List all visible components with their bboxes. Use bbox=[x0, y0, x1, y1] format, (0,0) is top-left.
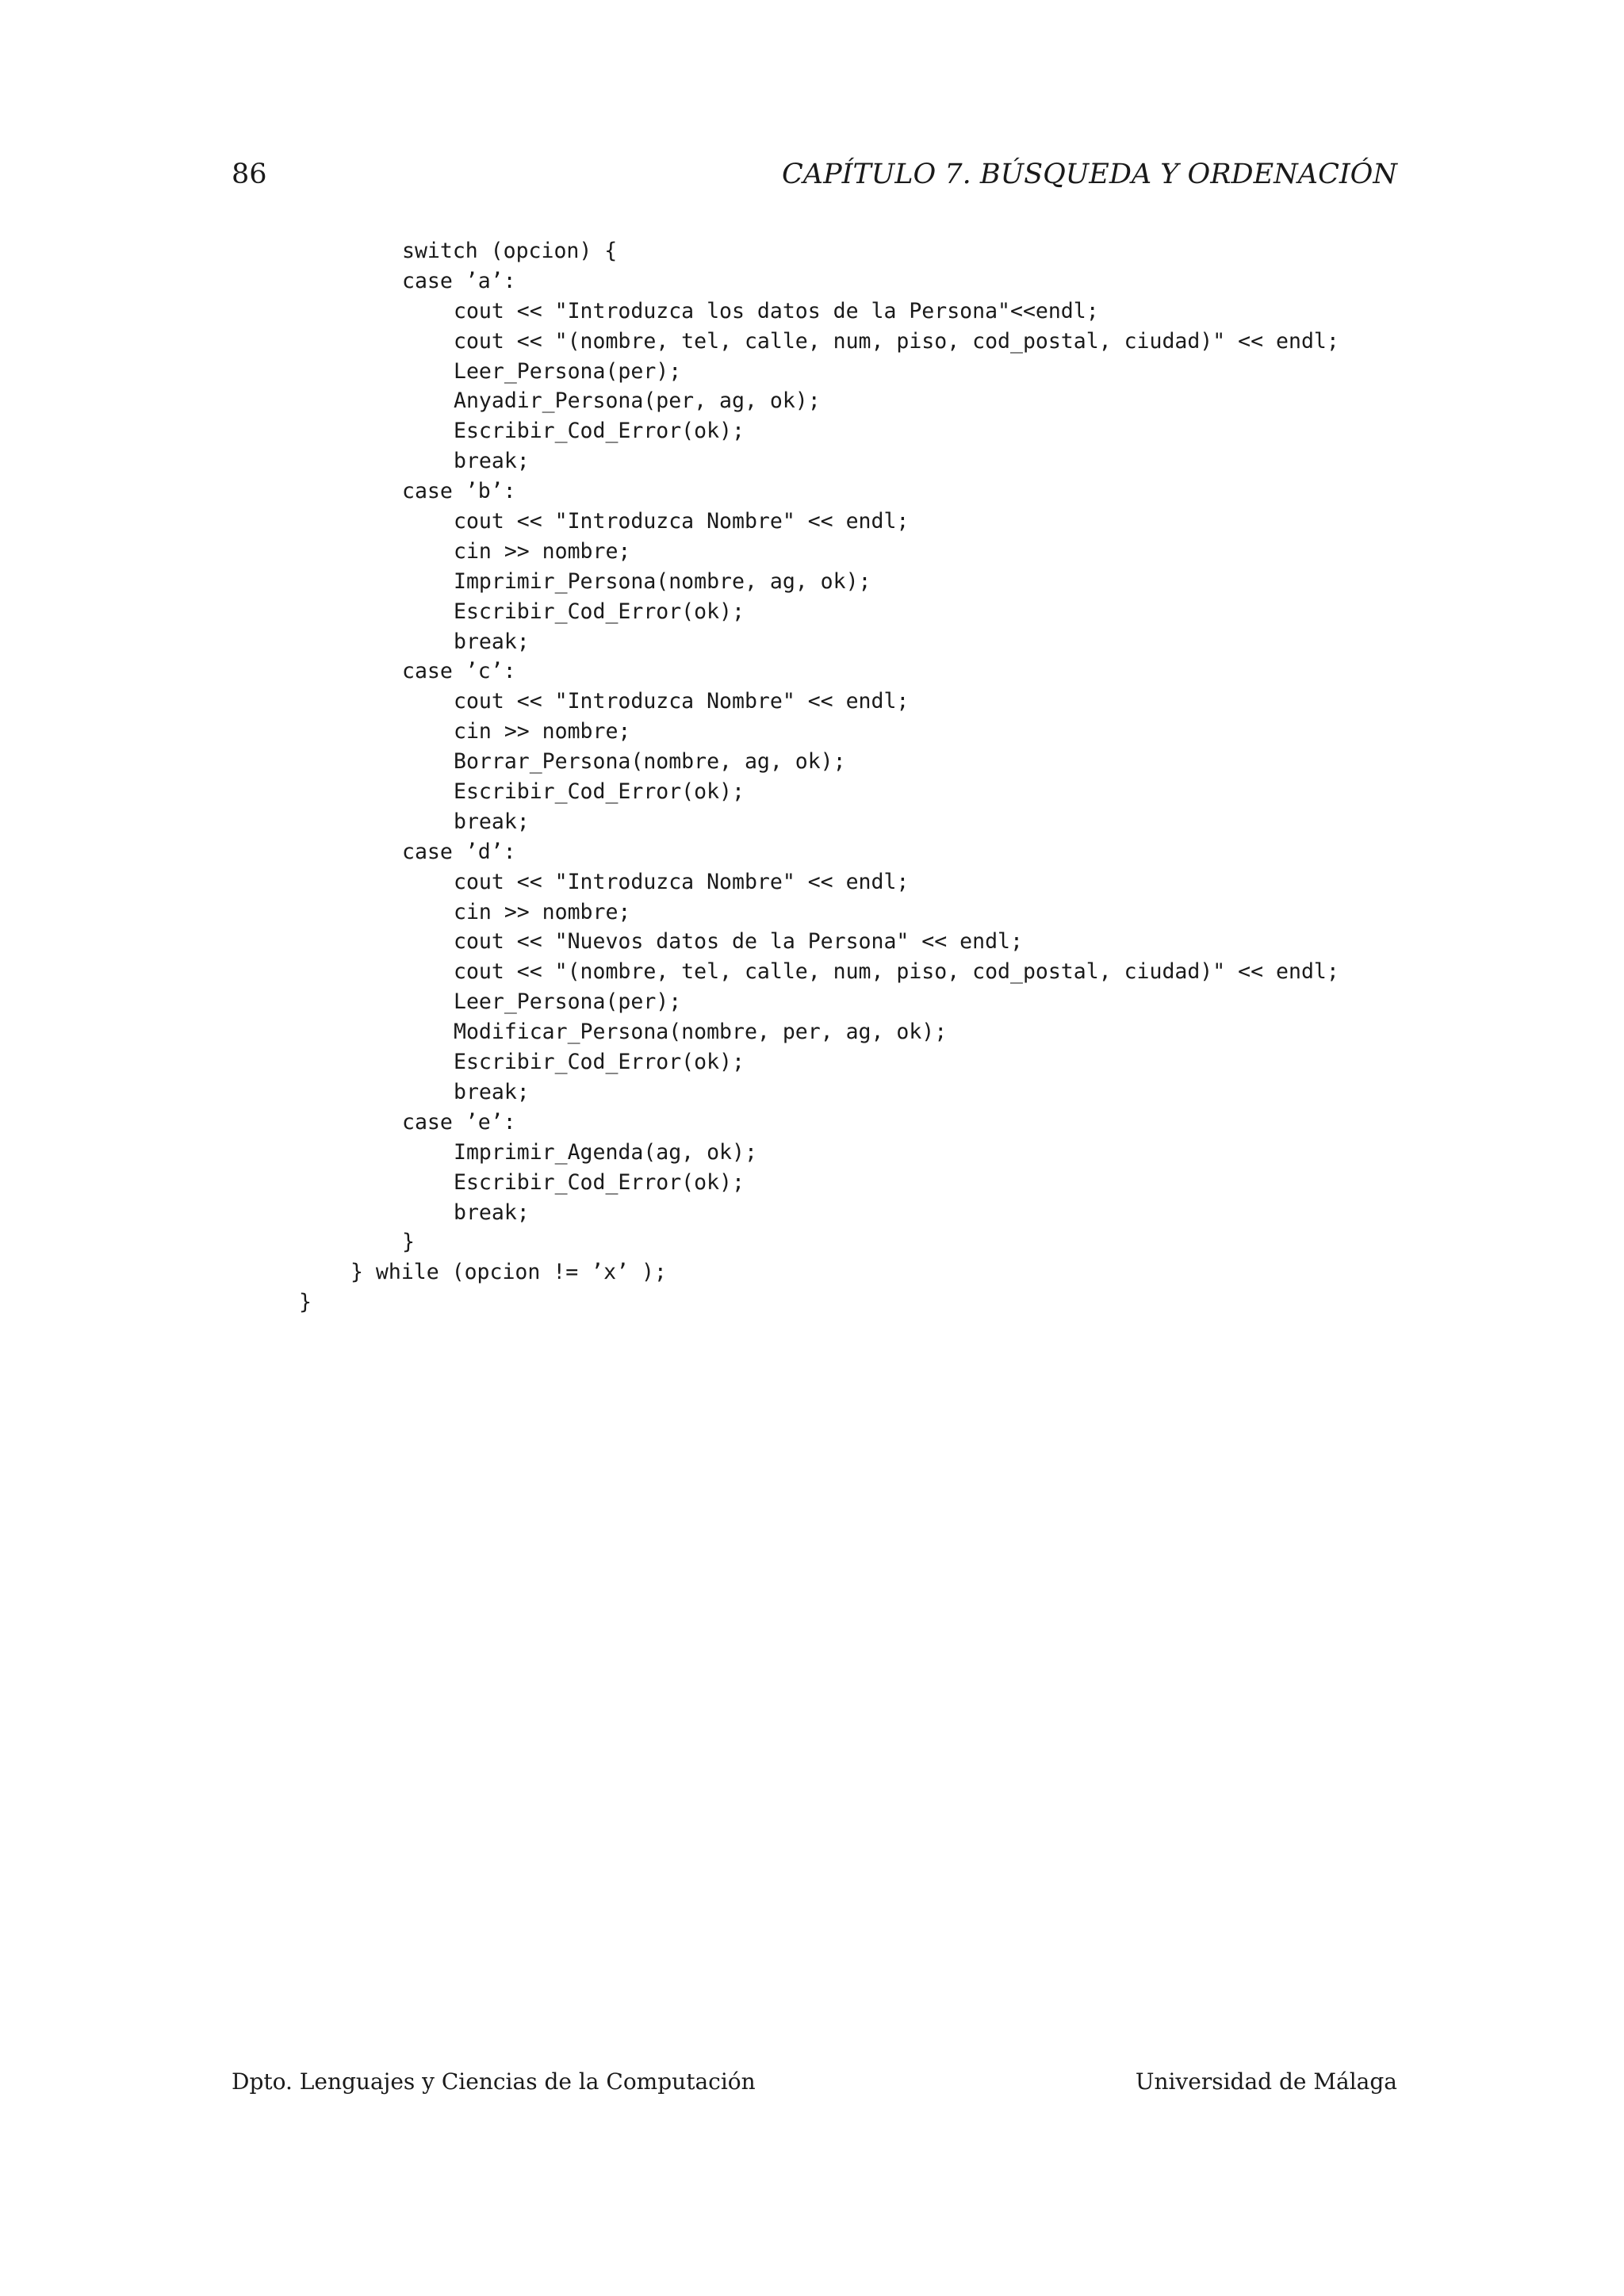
code-line: Escribir_Cod_Error(ok); bbox=[454, 419, 745, 444]
code-line: break; bbox=[454, 449, 530, 474]
code-line: cout << "Introduzca Nombre" << endl; bbox=[454, 689, 910, 714]
code-line: } while (opcion != ’x’ ); bbox=[350, 1260, 667, 1285]
code-line: Imprimir_Persona(nombre, ag, ok); bbox=[454, 568, 871, 594]
code-line: Anyadir_Persona(per, ag, ok); bbox=[454, 388, 821, 414]
code-line: case ’a’: bbox=[402, 268, 516, 293]
code-line: } bbox=[402, 1230, 415, 1255]
code-line: cout << "Introduzca Nombre" << endl; bbox=[454, 869, 910, 894]
code-line: cout << "(nombre, tel, calle, num, piso, cod_postal, ciudad)" << endl; bbox=[454, 328, 1339, 354]
code-line: switch (opcion) { bbox=[402, 239, 618, 263]
code-line: Escribir_Cod_Error(ok); bbox=[454, 1169, 745, 1195]
code-line: Leer_Persona(per); bbox=[454, 358, 682, 384]
page-number: 86 bbox=[232, 159, 267, 190]
code-line: break; bbox=[454, 1200, 530, 1225]
code-line: cin >> nombre; bbox=[454, 538, 631, 564]
code-line: Borrar_Persona(nombre, ag, ok); bbox=[454, 749, 846, 775]
code-line: cin >> nombre; bbox=[454, 899, 631, 924]
code-line: break; bbox=[454, 629, 530, 654]
code-line: case ’c’: bbox=[402, 659, 516, 684]
code-line: break; bbox=[454, 809, 530, 834]
code-line: Escribir_Cod_Error(ok); bbox=[454, 1050, 745, 1075]
code-line: case ’d’: bbox=[402, 839, 516, 864]
code-line: cout << "Nuevos datos de la Persona" << endl; bbox=[454, 929, 1023, 955]
code-line: cout << "Introduzca los datos de la Persona"<<endl; bbox=[454, 298, 1099, 323]
footer-university: Universidad de Málaga bbox=[1135, 2068, 1397, 2095]
code-line: Escribir_Cod_Error(ok); bbox=[454, 779, 745, 805]
footer-department: Dpto. Lenguajes y Ciencias de la Computación bbox=[232, 2068, 756, 2095]
chapter-title: CAPÍTULO 7. BÚSQUEDA Y ORDENACIÓN bbox=[782, 159, 1397, 190]
code-line: cout << "Introduzca Nombre" << endl; bbox=[454, 509, 910, 534]
code-line: case ’e’: bbox=[402, 1109, 516, 1135]
code-line: Leer_Persona(per); bbox=[454, 989, 682, 1015]
code-line: Modificar_Persona(nombre, per, ag, ok); bbox=[454, 1020, 948, 1045]
code-line: break; bbox=[454, 1079, 530, 1104]
code-line: case ’b’: bbox=[402, 479, 516, 504]
code-line: cin >> nombre; bbox=[454, 719, 631, 744]
code-line: cout << "(nombre, tel, calle, num, piso, cod_postal, ciudad)" << endl; bbox=[454, 959, 1339, 985]
code-listing bbox=[0, 236, 1339, 1318]
code-line: Escribir_Cod_Error(ok); bbox=[454, 599, 745, 624]
code-line: } bbox=[299, 1290, 312, 1315]
code-line: Imprimir_Agenda(ag, ok); bbox=[454, 1139, 757, 1165]
